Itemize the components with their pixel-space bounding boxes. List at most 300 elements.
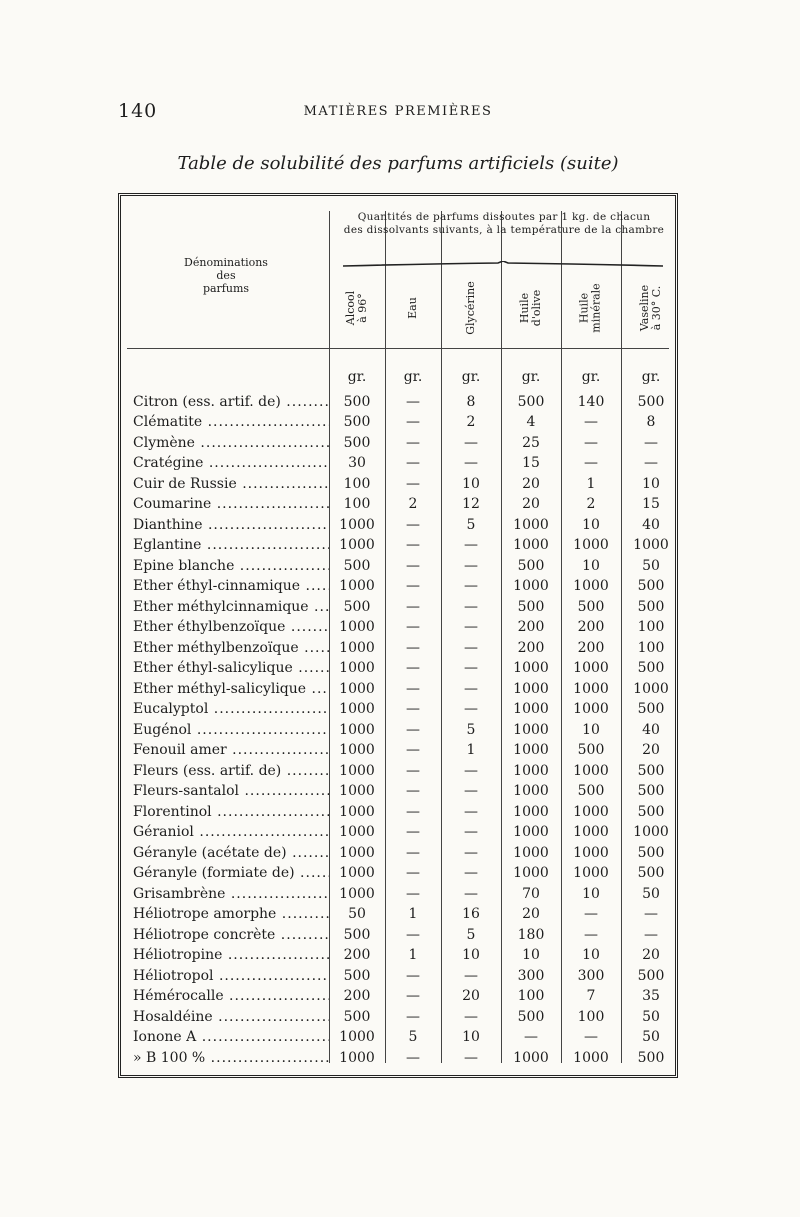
perfume-name: Florentinol .....: [133, 802, 329, 823]
solubility-cell: —: [464, 844, 478, 861]
perfume-name: Cuir de Russie .....: [133, 474, 329, 495]
solubility-cell: 1000: [573, 578, 609, 594]
solubility-cell: —: [464, 762, 478, 779]
perfume-name: Ether méthyl-salicylique .....: [133, 679, 329, 700]
solubility-cell: 500: [637, 967, 665, 984]
solubility-cell: 2: [586, 496, 596, 512]
solubility-cell: 1000: [339, 1049, 375, 1066]
solubility-cell: —: [464, 885, 478, 902]
perfume-name: Eugénol .....: [133, 720, 329, 741]
unit-cell: gr.: [581, 369, 601, 385]
table-row: [129, 556, 675, 577]
solubility-cell: 1000: [573, 844, 609, 861]
solubility-cell: —: [464, 701, 478, 717]
solvent-label-line: minérale: [589, 283, 603, 333]
perfume-name: Ether éthyl-cinnamique .....: [133, 576, 329, 597]
solubility-cell: 1000: [513, 537, 549, 553]
solubility-cell: 100: [343, 475, 371, 492]
table-row: [129, 1027, 675, 1048]
solubility-cell: —: [406, 844, 420, 861]
page-header: [118, 100, 678, 130]
solubility-cell: —: [584, 414, 598, 430]
solubility-cell: —: [406, 742, 420, 758]
solubility-cell: 500: [517, 598, 545, 615]
solubility-cell: 1000: [513, 701, 549, 717]
solvent-label-line: à 96°: [355, 293, 369, 323]
solubility-cell: 1000: [339, 762, 375, 779]
header-brace: [343, 261, 663, 267]
perfume-name: Géranyle (acétate de) .....: [133, 843, 329, 864]
solvent-label-line: Glycérine: [464, 281, 477, 335]
perfume-name: Coumarine .....: [133, 494, 329, 515]
solubility-cell: 100: [637, 619, 665, 635]
solubility-cell: —: [464, 537, 478, 553]
solubility-cell: 1: [466, 742, 476, 758]
solubility-cell: 1000: [339, 885, 375, 902]
solubility-cell: —: [584, 455, 598, 471]
solubility-cell: 500: [637, 865, 665, 881]
table-row: [129, 781, 675, 802]
solubility-cell: 5: [466, 721, 476, 738]
table-row: [129, 474, 675, 495]
solubility-cell: 100: [343, 496, 371, 512]
solubility-cell: 10: [462, 947, 480, 963]
table-row: [129, 699, 675, 720]
solubility-cell: 2: [408, 496, 418, 512]
solubility-cell: 1000: [573, 762, 609, 779]
solubility-cell: 500: [637, 803, 665, 820]
unit-cell: gr.: [403, 369, 423, 385]
solubility-cell: —: [644, 926, 658, 943]
solubility-cell: 1000: [339, 578, 375, 594]
solubility-cell: 1000: [339, 619, 375, 635]
solubility-cell: —: [406, 414, 420, 430]
solubility-cell: 7: [586, 988, 596, 1004]
solubility-cell: 1000: [633, 680, 669, 697]
solubility-cell: 10: [582, 721, 600, 738]
solubility-cell: —: [464, 578, 478, 594]
solvent-label-line: Huile: [517, 292, 531, 324]
solubility-cell: 1000: [513, 680, 549, 697]
unit-cell: gr.: [521, 369, 541, 385]
solubility-cell: 500: [577, 783, 605, 799]
perfume-name: Héliotropine .....: [133, 945, 329, 966]
perfume-name: Eglantine .....: [133, 535, 329, 556]
solubility-cell: —: [406, 578, 420, 594]
solubility-cell: 1000: [573, 660, 609, 676]
solubility-cell: 16: [462, 906, 480, 922]
solubility-cell: —: [406, 865, 420, 881]
solubility-cell: 500: [637, 1049, 665, 1066]
solubility-cell: 15: [522, 455, 540, 471]
table-row: [129, 802, 675, 823]
solubility-cell: 20: [462, 988, 480, 1004]
solvent-label-line: Alcool: [343, 290, 357, 326]
solubility-cell: 1000: [339, 721, 375, 738]
solvent-column-header: [388, 278, 438, 338]
solubility-cell: 100: [577, 1008, 605, 1025]
solubility-cell: 500: [637, 660, 665, 676]
table-row: [129, 925, 675, 946]
solubility-cell: 1000: [513, 865, 549, 881]
table-row: [129, 863, 675, 884]
solubility-cell: 1000: [339, 516, 375, 533]
solubility-cell: 1000: [339, 865, 375, 881]
solubility-cell: 1000: [573, 865, 609, 881]
unit-row: [129, 367, 675, 388]
solubility-cell: 200: [517, 639, 545, 656]
table-row: [129, 720, 675, 741]
names-column-header: [151, 256, 301, 295]
solubility-cell: 10: [462, 1029, 480, 1045]
solubility-cell: 500: [343, 557, 371, 574]
solubility-cell: 5: [466, 926, 476, 943]
table-row: [129, 740, 675, 761]
solubility-cell: 1000: [573, 701, 609, 717]
solubility-cell: —: [406, 557, 420, 574]
solubility-cell: 1: [586, 475, 596, 492]
table-row: [129, 986, 675, 1007]
solubility-cell: 8: [466, 393, 476, 410]
solubility-cell: 1000: [573, 824, 609, 840]
solubility-cell: 100: [637, 639, 665, 656]
running-title: MATIÈRES PREMIÈRES: [303, 104, 493, 119]
solvent-column-label: [579, 283, 603, 332]
solubility-cell: 200: [517, 619, 545, 635]
solubility-cell: 1: [408, 947, 418, 963]
solubility-cell: 1000: [339, 742, 375, 758]
solubility-cell: —: [464, 455, 478, 471]
solubility-cell: —: [464, 434, 478, 451]
table-body: [129, 367, 675, 1068]
solubility-cell: 50: [348, 906, 366, 922]
names-header-line: parfums: [202, 282, 250, 295]
solubility-cell: —: [464, 680, 478, 697]
solubility-cell: 50: [642, 885, 660, 902]
solvent-column-header: [332, 278, 382, 338]
unit-cell: gr.: [461, 369, 481, 385]
solubility-cell: 50: [642, 1008, 660, 1025]
solvent-column-label: [519, 290, 543, 326]
solubility-cell: 1000: [513, 824, 549, 840]
perfume-name: Fleurs-santalol .....: [133, 781, 329, 802]
solubility-cell: —: [584, 434, 598, 451]
perfume-name: Héliotropol .....: [133, 966, 329, 987]
solubility-cell: 20: [522, 496, 540, 512]
perfume-name: Grisambrène .....: [133, 884, 329, 905]
solubility-cell: 1000: [339, 680, 375, 697]
solubility-cell: 1000: [573, 680, 609, 697]
solvent-column-label: [639, 285, 663, 331]
perfume-name: Cratégine .....: [133, 453, 329, 474]
solubility-cell: 500: [637, 578, 665, 594]
solubility-cell: 5: [466, 516, 476, 533]
quantities-header: [329, 211, 679, 237]
perfume-name: Géranyle (formiate de) .....: [133, 863, 329, 884]
row-list: [129, 392, 675, 1069]
solvent-label-line: Eau: [406, 297, 419, 319]
unit-cell: gr.: [347, 369, 367, 385]
solubility-cell: 500: [637, 598, 665, 615]
solubility-cell: —: [406, 988, 420, 1004]
solubility-cell: 1000: [633, 537, 669, 553]
solubility-cell: 500: [517, 1008, 545, 1025]
solubility-cell: 1000: [339, 803, 375, 820]
page-number: 140: [118, 100, 158, 122]
names-header-line: Dénominations: [184, 256, 268, 269]
solubility-cell: —: [464, 639, 478, 656]
solubility-cell: 500: [343, 967, 371, 984]
perfume-name: Epine blanche .....: [133, 556, 329, 577]
table-row: [129, 453, 675, 474]
solubility-cell: 300: [517, 967, 545, 984]
perfume-name: Eucalyptol .....: [133, 699, 329, 720]
solubility-cell: 10: [582, 947, 600, 963]
solubility-cell: 8: [646, 414, 656, 430]
solubility-cell: 20: [642, 742, 660, 758]
solvent-column-header: [566, 278, 616, 338]
perfume-name: Fleurs (ess. artif. de) .....: [133, 761, 329, 782]
solvent-column-header: [506, 278, 556, 338]
perfume-name: Héliotrope amorphe .....: [133, 904, 329, 925]
solubility-cell: 20: [522, 475, 540, 492]
solubility-cell: —: [406, 516, 420, 533]
table-row: [129, 433, 675, 454]
solubility-cell: 1000: [513, 762, 549, 779]
solubility-cell: 50: [642, 557, 660, 574]
solubility-cell: —: [406, 434, 420, 451]
table-row: [129, 515, 675, 536]
solubility-cell: 70: [522, 885, 540, 902]
table-row: [129, 1048, 675, 1069]
solubility-cell: 500: [343, 393, 371, 410]
table-row: [129, 576, 675, 597]
solvent-label-line: d'olive: [529, 289, 543, 327]
solvent-column-header: [626, 278, 676, 338]
solubility-cell: —: [406, 680, 420, 697]
solubility-cell: —: [464, 1049, 478, 1066]
solubility-cell: —: [464, 660, 478, 676]
perfume-name: Hémérocalle .....: [133, 986, 329, 1007]
solubility-cell: 40: [642, 516, 660, 533]
solubility-cell: —: [406, 598, 420, 615]
solubility-cell: 200: [343, 947, 371, 963]
solubility-cell: 20: [642, 947, 660, 963]
solubility-cell: 1000: [513, 803, 549, 820]
solubility-cell: 500: [637, 762, 665, 779]
solubility-cell: 1000: [339, 639, 375, 656]
solubility-cell: —: [406, 1049, 420, 1066]
table-row: [129, 617, 675, 638]
solubility-cell: —: [406, 660, 420, 676]
solubility-cell: —: [464, 619, 478, 635]
table-row: [129, 638, 675, 659]
perfume-name: » B 100 % .....: [133, 1048, 329, 1069]
solvent-label-line: à 30° C.: [650, 285, 663, 331]
solubility-cell: 500: [343, 1008, 371, 1025]
solubility-cell: 500: [517, 557, 545, 574]
solubility-cell: —: [406, 762, 420, 779]
solubility-cell: —: [406, 475, 420, 492]
solubility-cell: —: [464, 1008, 478, 1025]
table-row: [129, 884, 675, 905]
solubility-cell: 500: [577, 598, 605, 615]
table-row: [129, 822, 675, 843]
solubility-cell: 10: [462, 475, 480, 492]
solvent-label-line: Huile: [577, 292, 591, 324]
solvent-label-line: Vaseline: [638, 284, 651, 332]
solubility-cell: 15: [642, 496, 660, 512]
solubility-cell: 5: [408, 1029, 418, 1045]
unit-cell: gr.: [641, 369, 661, 385]
solubility-cell: —: [406, 1008, 420, 1025]
solubility-cell: —: [406, 721, 420, 738]
solubility-cell: —: [644, 906, 658, 922]
solubility-cell: 40: [642, 721, 660, 738]
solubility-cell: 200: [577, 639, 605, 656]
perfume-name: Ether éthyl-salicylique .....: [133, 658, 329, 679]
solubility-cell: 20: [522, 906, 540, 922]
solubility-cell: 10: [642, 475, 660, 492]
solvent-column-label: [465, 281, 477, 335]
perfume-name: Héliotrope concrète .....: [133, 925, 329, 946]
solubility-cell: 1000: [513, 660, 549, 676]
solubility-cell: —: [406, 824, 420, 840]
solubility-cell: 500: [637, 701, 665, 717]
solubility-cell: 500: [577, 742, 605, 758]
table-row: [129, 412, 675, 433]
solubility-cell: 1000: [633, 824, 669, 840]
solubility-cell: 35: [642, 988, 660, 1004]
solubility-cell: —: [464, 967, 478, 984]
solubility-cell: 1000: [339, 701, 375, 717]
solubility-cell: 500: [343, 414, 371, 430]
perfume-name: Ionone A .....: [133, 1027, 329, 1048]
solubility-cell: —: [406, 701, 420, 717]
quantities-header-line: Quantités de parfums dissoutes par 1 kg. de chacun: [357, 211, 651, 223]
solubility-cell: 500: [637, 393, 665, 410]
solubility-cell: —: [464, 803, 478, 820]
solubility-cell: —: [406, 393, 420, 410]
solubility-cell: 10: [582, 557, 600, 574]
solubility-cell: 1000: [339, 1029, 375, 1045]
solubility-cell: 1000: [573, 537, 609, 553]
perfume-name: Clématite .....: [133, 412, 329, 433]
perfume-name: Hosaldéine .....: [133, 1007, 329, 1028]
solubility-cell: —: [464, 783, 478, 799]
solubility-cell: 4: [526, 414, 536, 430]
solubility-cell: 500: [343, 434, 371, 451]
perfume-name: Clymène .....: [133, 433, 329, 454]
table-row: [129, 945, 675, 966]
table-row: [129, 658, 675, 679]
solubility-cell: 1000: [513, 742, 549, 758]
table-row: [129, 761, 675, 782]
solubility-cell: 1: [408, 906, 418, 922]
solubility-cell: 1000: [339, 660, 375, 676]
solubility-cell: —: [644, 434, 658, 451]
solubility-cell: 50: [642, 1029, 660, 1045]
table-row: [129, 494, 675, 515]
solvent-column-label: [407, 297, 419, 319]
solubility-cell: —: [584, 906, 598, 922]
perfume-name: Ether méthylbenzoïque .....: [133, 638, 329, 659]
solubility-cell: 500: [637, 783, 665, 799]
solubility-cell: 10: [582, 885, 600, 902]
solubility-cell: —: [644, 455, 658, 471]
solubility-cell: 1000: [513, 721, 549, 738]
solubility-cell: 1000: [339, 537, 375, 553]
solubility-cell: 12: [462, 496, 480, 512]
solubility-cell: 500: [343, 598, 371, 615]
perfume-name: Ether méthylcinnamique .....: [133, 597, 329, 618]
solubility-cell: —: [406, 537, 420, 553]
table-row: [129, 392, 675, 413]
solubility-cell: 200: [577, 619, 605, 635]
solubility-cell: 100: [517, 988, 545, 1004]
solubility-cell: 1000: [513, 578, 549, 594]
solubility-cell: —: [406, 885, 420, 902]
solubility-cell: —: [464, 824, 478, 840]
perfume-name: Géraniol .....: [133, 822, 329, 843]
solubility-cell: 500: [637, 844, 665, 861]
solubility-cell: 500: [343, 926, 371, 943]
solubility-cell: —: [406, 639, 420, 656]
solubility-cell: —: [584, 926, 598, 943]
solubility-cell: 10: [522, 947, 540, 963]
solubility-table: [118, 193, 678, 1078]
header-rule: [127, 348, 669, 349]
table-row: [129, 904, 675, 925]
solubility-cell: —: [464, 865, 478, 881]
solubility-cell: 25: [522, 434, 540, 451]
solubility-cell: 200: [343, 988, 371, 1004]
solubility-cell: 2: [466, 414, 476, 430]
perfume-name: Citron (ess. artif. de) .....: [133, 392, 329, 413]
solubility-cell: 180: [517, 926, 545, 943]
solubility-cell: —: [406, 926, 420, 943]
perfume-name: Ether éthylbenzoïque .....: [133, 617, 329, 638]
solubility-cell: —: [584, 1029, 598, 1045]
table-row: [129, 535, 675, 556]
table-row: [129, 597, 675, 618]
solubility-cell: —: [406, 967, 420, 984]
solubility-cell: 1000: [513, 844, 549, 861]
solubility-cell: —: [406, 803, 420, 820]
solubility-cell: 300: [577, 967, 605, 984]
solubility-cell: 1000: [339, 783, 375, 799]
perfume-name: Dianthine .....: [133, 515, 329, 536]
solubility-cell: —: [406, 783, 420, 799]
solubility-cell: —: [406, 619, 420, 635]
solubility-cell: —: [464, 598, 478, 615]
solubility-cell: 500: [517, 393, 545, 410]
table-title: Table de solubilité des parfums artificiels (suite): [177, 153, 619, 174]
solubility-cell: 30: [348, 455, 366, 471]
solvent-column-label: [345, 291, 369, 325]
solvent-column-header: [446, 278, 496, 338]
solubility-cell: 1000: [513, 1049, 549, 1066]
table-row: [129, 966, 675, 987]
table-row: [129, 1007, 675, 1028]
solubility-cell: 1000: [513, 516, 549, 533]
solubility-cell: 1000: [339, 824, 375, 840]
solubility-cell: —: [406, 455, 420, 471]
solubility-cell: 10: [582, 516, 600, 533]
solubility-cell: 140: [577, 393, 605, 410]
table-row: [129, 843, 675, 864]
solubility-cell: 1000: [573, 1049, 609, 1066]
